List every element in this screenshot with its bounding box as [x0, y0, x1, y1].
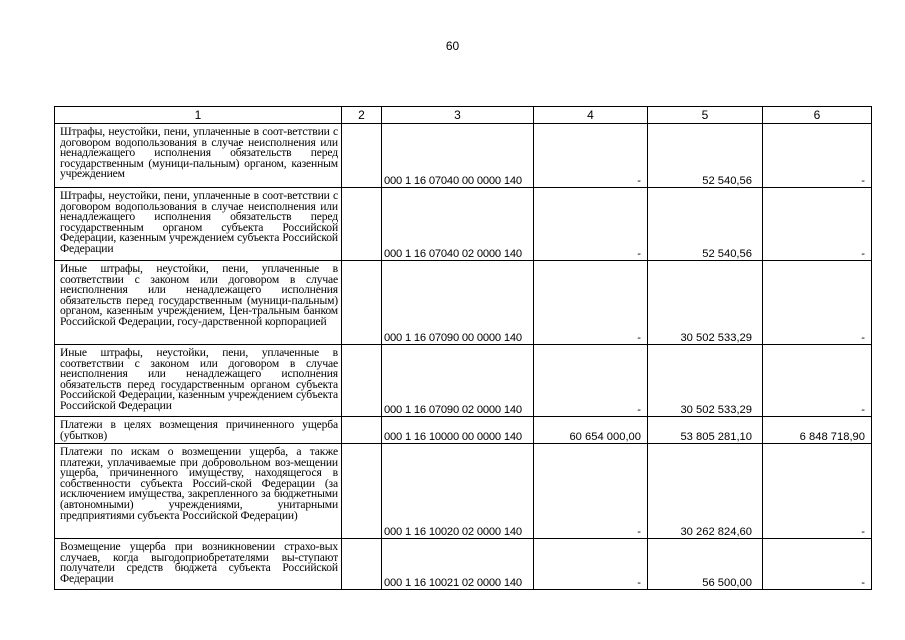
row-col4: - [534, 444, 648, 539]
page-number: 60 [445, 39, 460, 53]
table-row [55, 417, 872, 444]
row-col4: - [534, 539, 648, 590]
table-row [55, 444, 872, 539]
row-col5: 30 502 533,29 [648, 261, 763, 345]
row-name: Иные штрафы, неустойки, пени, уплаченные в соответствии с законом или договором в случае неисполнения или ненадлежащего исполнения обязательств перед государственным органом субъекта Российской Федерации, казенным учреждением субъекта Российской Федерации [55, 345, 342, 417]
row-col5: 52 540,56 [648, 188, 763, 261]
row-col6: - [763, 444, 872, 539]
row-code: 000 1 16 07040 02 0000 140 [382, 188, 534, 261]
row-col6: 6 848 718,90 [763, 417, 872, 444]
header-col-3: 3 [382, 107, 534, 124]
row-name: Платежи по искам о возмещении ущерба, а также платежи, уплачиваемые при добровольном воз-мещении ущерба, причиненного имуществу, находящегося в собственности субъекта Россий-ской Федерации (за исключением имущества, закрепленного за бюджетными (автономными) учреждениями, унитарными предприятиями субъекта Российской Федерации) [55, 444, 342, 539]
row-col5: 56 500,00 [648, 539, 763, 590]
row-col4: - [534, 188, 648, 261]
row-name: Штрафы, неустойки, пени, уплаченные в соот-ветствии с договором водопользования в случае неисполнения или ненадлежащего исполнения обязательств перед государственным органом субъекта Российской Федерации, казенным учреждением субъекта Российской Федерации [55, 188, 342, 261]
table-row [55, 261, 872, 345]
row-col4: - [534, 261, 648, 345]
header-col-1: 1 [55, 107, 342, 124]
row-code: 000 1 16 10021 02 0000 140 [382, 539, 534, 590]
table-row [55, 345, 872, 417]
row-code: 000 1 16 10020 02 0000 140 [382, 444, 534, 539]
row-col4: 60 654 000,00 [534, 417, 648, 444]
table-row [55, 124, 872, 188]
table-row [55, 188, 872, 261]
row-col6: - [763, 124, 872, 188]
row-code: 000 1 16 07090 00 0000 140 [382, 261, 534, 345]
row-col5: 53 805 281,10 [648, 417, 763, 444]
row-name: Иные штрафы, неустойки, пени, уплаченные в соответствии с законом или договором в случае неисполнения или ненадлежащего исполнения обязательств перед государственным (муници-пальным) органом, казенным учреждением, Цен-тральным банком Российской Федерации, госу-дарственной корпорацией [55, 261, 342, 345]
row-col2 [342, 417, 382, 444]
table-row [55, 539, 872, 590]
header-row [55, 107, 872, 124]
row-col2 [342, 444, 382, 539]
row-col4: - [534, 345, 648, 417]
header-col-6: 6 [763, 107, 872, 124]
row-col5: 30 262 824,60 [648, 444, 763, 539]
row-col6: - [763, 345, 872, 417]
row-col6: - [763, 539, 872, 590]
row-code: 000 1 16 07040 00 0000 140 [382, 124, 534, 188]
row-col2 [342, 261, 382, 345]
row-col4: - [534, 124, 648, 188]
row-col6: - [763, 261, 872, 345]
row-col2 [342, 539, 382, 590]
budget-table [54, 106, 872, 590]
header-col-2: 2 [342, 107, 382, 124]
row-col2 [342, 124, 382, 188]
row-col2 [342, 188, 382, 261]
row-col2 [342, 345, 382, 417]
row-name: Штрафы, неустойки, пени, уплаченные в соот-ветствии с договором водопользования в случае неисполнения или ненадлежащего исполнения обязательств перед государственным (муници-пальным) органом, казенным учреждением [55, 124, 342, 188]
row-code: 000 1 16 10000 00 0000 140 [382, 417, 534, 444]
row-name: Возмещение ущерба при возникновении страхо-вых случаев, когда выгодоприобретателями вы-ступают получатели средств бюджета субъекта Российской Федерации [55, 539, 342, 590]
header-col-4: 4 [534, 107, 648, 124]
row-col6: - [763, 188, 872, 261]
row-col5: 30 502 533,29 [648, 345, 763, 417]
header-col-5: 5 [648, 107, 763, 124]
row-code: 000 1 16 07090 02 0000 140 [382, 345, 534, 417]
row-name: Платежи в целях возмещения причиненного ущерба (убытков) [55, 417, 342, 444]
row-col5: 52 540,56 [648, 124, 763, 188]
